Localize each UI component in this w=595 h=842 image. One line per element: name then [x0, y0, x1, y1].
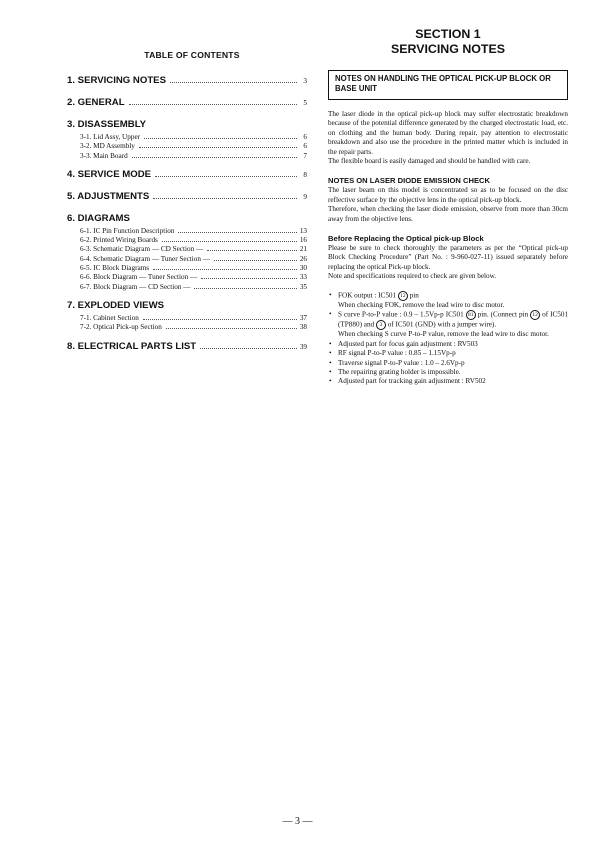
toc-list	[67, 75, 307, 355]
toc-subentry-label: 3-2. MD Assembly	[80, 142, 135, 151]
toc-entry-label: 1. SERVICING NOTES	[67, 75, 166, 86]
toc-page-number: 5	[303, 99, 307, 107]
dot-leader	[144, 138, 297, 139]
dot-leader	[207, 250, 297, 251]
dot-leader	[170, 82, 297, 83]
toc-subentry[interactable]	[67, 273, 307, 282]
dot-leader	[153, 269, 297, 270]
dot-leader	[200, 348, 297, 349]
pin-number-badge: 12	[530, 310, 540, 320]
dot-leader	[132, 157, 297, 158]
page-number: — 3 —	[282, 816, 313, 827]
toc-subentry-label: 7-1. Cabinet Section	[80, 313, 139, 322]
toc-subentry-label: 6-3. Schematic Diagram — CD Section —	[80, 245, 204, 254]
toc-page-number: 21	[299, 245, 307, 254]
toc-entry-label: 7. EXPLODED VIEWS	[67, 299, 165, 311]
toc-subentry[interactable]	[67, 264, 307, 273]
list-item-fok: • FOK output : IC501 12 pin When checking FOK, remove the lead wire to disc motor.	[328, 291, 568, 310]
toc-subentry[interactable]	[67, 314, 307, 323]
toc-section	[67, 75, 307, 89]
toc-entry[interactable]	[67, 97, 307, 111]
toc-page-number: 38	[299, 323, 307, 332]
toc-subentry[interactable]	[67, 133, 307, 142]
toc-subentry[interactable]	[67, 245, 307, 254]
handling-paragraph-1: The laser diode in the optical pick-up block may suffer electrostatic breakdown because of the potential difference generated by the charged electrostatic load, etc. on clothing and the human body. During repair, pay attention to electrostatic breakdown and also use the procedure in the printed matter which is included in the repair parts.	[328, 110, 568, 156]
section-number: SECTION 1	[415, 27, 481, 41]
dot-leader	[162, 241, 297, 242]
pin-number-badge: 12	[398, 291, 408, 301]
dot-leader	[178, 232, 297, 233]
table-of-contents	[67, 50, 307, 363]
replace-paragraph-2: Note and specifications required to check are given below.	[328, 272, 497, 281]
dot-leader	[143, 319, 297, 320]
toc-subentry[interactable]	[67, 323, 307, 332]
dot-leader	[214, 260, 297, 261]
handling-notes-box: NOTES ON HANDLING THE OPTICAL PICK-UP BLOCK OR BASE UNIT	[328, 70, 568, 100]
pin-number-badge: 81	[466, 310, 476, 320]
toc-subentry-label: 6-2. Printed Wiring Boards	[80, 236, 158, 245]
toc-subentry[interactable]	[67, 227, 307, 236]
toc-entry-label: 3. DISASSEMBLY	[67, 119, 147, 130]
list-item-s-curve: • S curve P-to-P value : 0.9 – 1.5Vp-p IC501 81 pin. (Connect pin 12 of IC501 (TP880) and 3 of IC501 (GND) with a jumper wire). When checking S curve P-to-P value, remove the lead wire to disc motor.	[328, 310, 568, 340]
toc-section	[67, 119, 307, 161]
toc-subentry-label: 7-2. Optical Pick-up Section	[80, 323, 162, 332]
toc-page-number: 9	[303, 192, 307, 201]
dot-leader	[153, 198, 297, 199]
list-item: • Adjusted part for tracking gain adjustment : RV502	[328, 377, 568, 386]
dot-leader	[129, 104, 297, 105]
dot-leader	[139, 147, 297, 148]
toc-section	[67, 300, 307, 333]
toc-section	[67, 97, 307, 111]
toc-entry[interactable]	[67, 119, 307, 133]
toc-subentry[interactable]	[67, 283, 307, 292]
check-list	[328, 291, 568, 387]
s-curve-note: When checking S curve P-to-P value, remove the lead wire to disc motor.	[338, 330, 549, 339]
list-item: • The repairing grating holder is impossible.	[328, 368, 568, 377]
toc-subentry-label: 6-7. Block Diagram — CD Section —	[80, 282, 191, 291]
toc-entry[interactable]	[67, 191, 307, 205]
dot-leader	[201, 278, 297, 279]
toc-entry[interactable]	[67, 213, 307, 227]
dot-leader	[166, 328, 297, 329]
servicing-notes-column	[328, 27, 568, 387]
laser-paragraph-1: The laser beam on this model is concentrated so as to be focused on the disc reflective surface by the objective lens in the optical pick-up block.	[328, 186, 568, 204]
list-item: • RF signal P-to-P value : 0.85 – 1.15Vp-p	[328, 349, 568, 358]
toc-page-number: 16	[299, 236, 307, 245]
list-item: • Traverse signal P-to-P value : 1.0 – 2.6Vp-p	[328, 359, 568, 368]
toc-subentry-label: 6-1. IC Pin Function Description	[80, 226, 175, 235]
replace-heading: Before Replacing the Optical pick-up Block	[328, 234, 484, 244]
toc-page-number: 13	[299, 226, 307, 235]
toc-subentry-label: 3-3. Main Board	[80, 151, 128, 160]
section-name: SERVICING NOTES	[390, 42, 506, 56]
toc-entry[interactable]	[67, 169, 307, 183]
toc-section	[67, 191, 307, 205]
toc-subentry-label: 6-6. Block Diagram — Tuner Section —	[80, 273, 198, 282]
toc-subentry[interactable]	[67, 142, 307, 151]
toc-subentry-label: 3-1. Lid Assy, Upper	[80, 133, 141, 141]
toc-page-number: 8	[303, 170, 307, 179]
toc-title: TABLE OF CONTENTS	[144, 50, 240, 60]
toc-page-number: 33	[299, 273, 307, 282]
dot-leader	[155, 176, 297, 177]
toc-page-number: 3	[303, 77, 307, 85]
toc-page-number: 39	[299, 342, 307, 351]
handling-paragraph-2: The flexible board is easily damaged and should be handled with care.	[328, 157, 531, 166]
section-title	[328, 27, 568, 57]
toc-subentry-label: 6-4. Schematic Diagram — Tuner Section —	[80, 254, 210, 263]
toc-page-number: 6	[303, 133, 307, 141]
fok-note: When checking FOK, remove the lead wire to disc motor.	[338, 300, 505, 309]
toc-section	[67, 169, 307, 183]
dot-leader	[194, 288, 297, 289]
toc-page-number: 37	[299, 313, 307, 322]
toc-page-number: 35	[299, 282, 307, 291]
toc-entry[interactable]	[67, 75, 307, 89]
toc-subentry-label: 6-5. IC Block Diagrams	[80, 264, 150, 273]
toc-subentry[interactable]	[67, 236, 307, 245]
toc-page-number: 6	[303, 142, 307, 151]
toc-entry-label: 2. GENERAL	[67, 97, 125, 108]
replace-paragraph-1: Please be sure to check thoroughly the parameters as per the “Optical pick-up Block Checking Procedure” (Part No. : 9-960-027-11) issued separately before replacing the optical Pick-up block.	[328, 244, 568, 271]
toc-subentry[interactable]	[67, 255, 307, 264]
toc-section	[67, 213, 307, 292]
toc-entry[interactable]	[67, 300, 307, 314]
toc-entry[interactable]	[67, 341, 307, 355]
toc-page-number: 26	[299, 254, 307, 263]
toc-subentry[interactable]	[67, 152, 307, 161]
toc-entry-label: 4. SERVICE MODE	[67, 168, 152, 180]
toc-entry-label: 8. ELECTRICAL PARTS LIST	[67, 340, 197, 352]
toc-page-number: 30	[299, 264, 307, 273]
list-item: • Adjusted part for focus gain adjustment : RV503	[328, 340, 568, 349]
pin-number-badge: 3	[376, 320, 386, 330]
toc-section	[67, 341, 307, 355]
toc-page-number: 7	[303, 151, 307, 160]
laser-paragraph-2: Therefore, when checking the laser diode emission, observe from more than 30cm away from the objective lens.	[328, 205, 568, 223]
toc-entry-label: 6. DIAGRAMS	[67, 212, 130, 224]
laser-heading: NOTES ON LASER DIODE EMISSION CHECK	[328, 176, 491, 186]
toc-entry-label: 5. ADJUSTMENTS	[67, 190, 150, 202]
